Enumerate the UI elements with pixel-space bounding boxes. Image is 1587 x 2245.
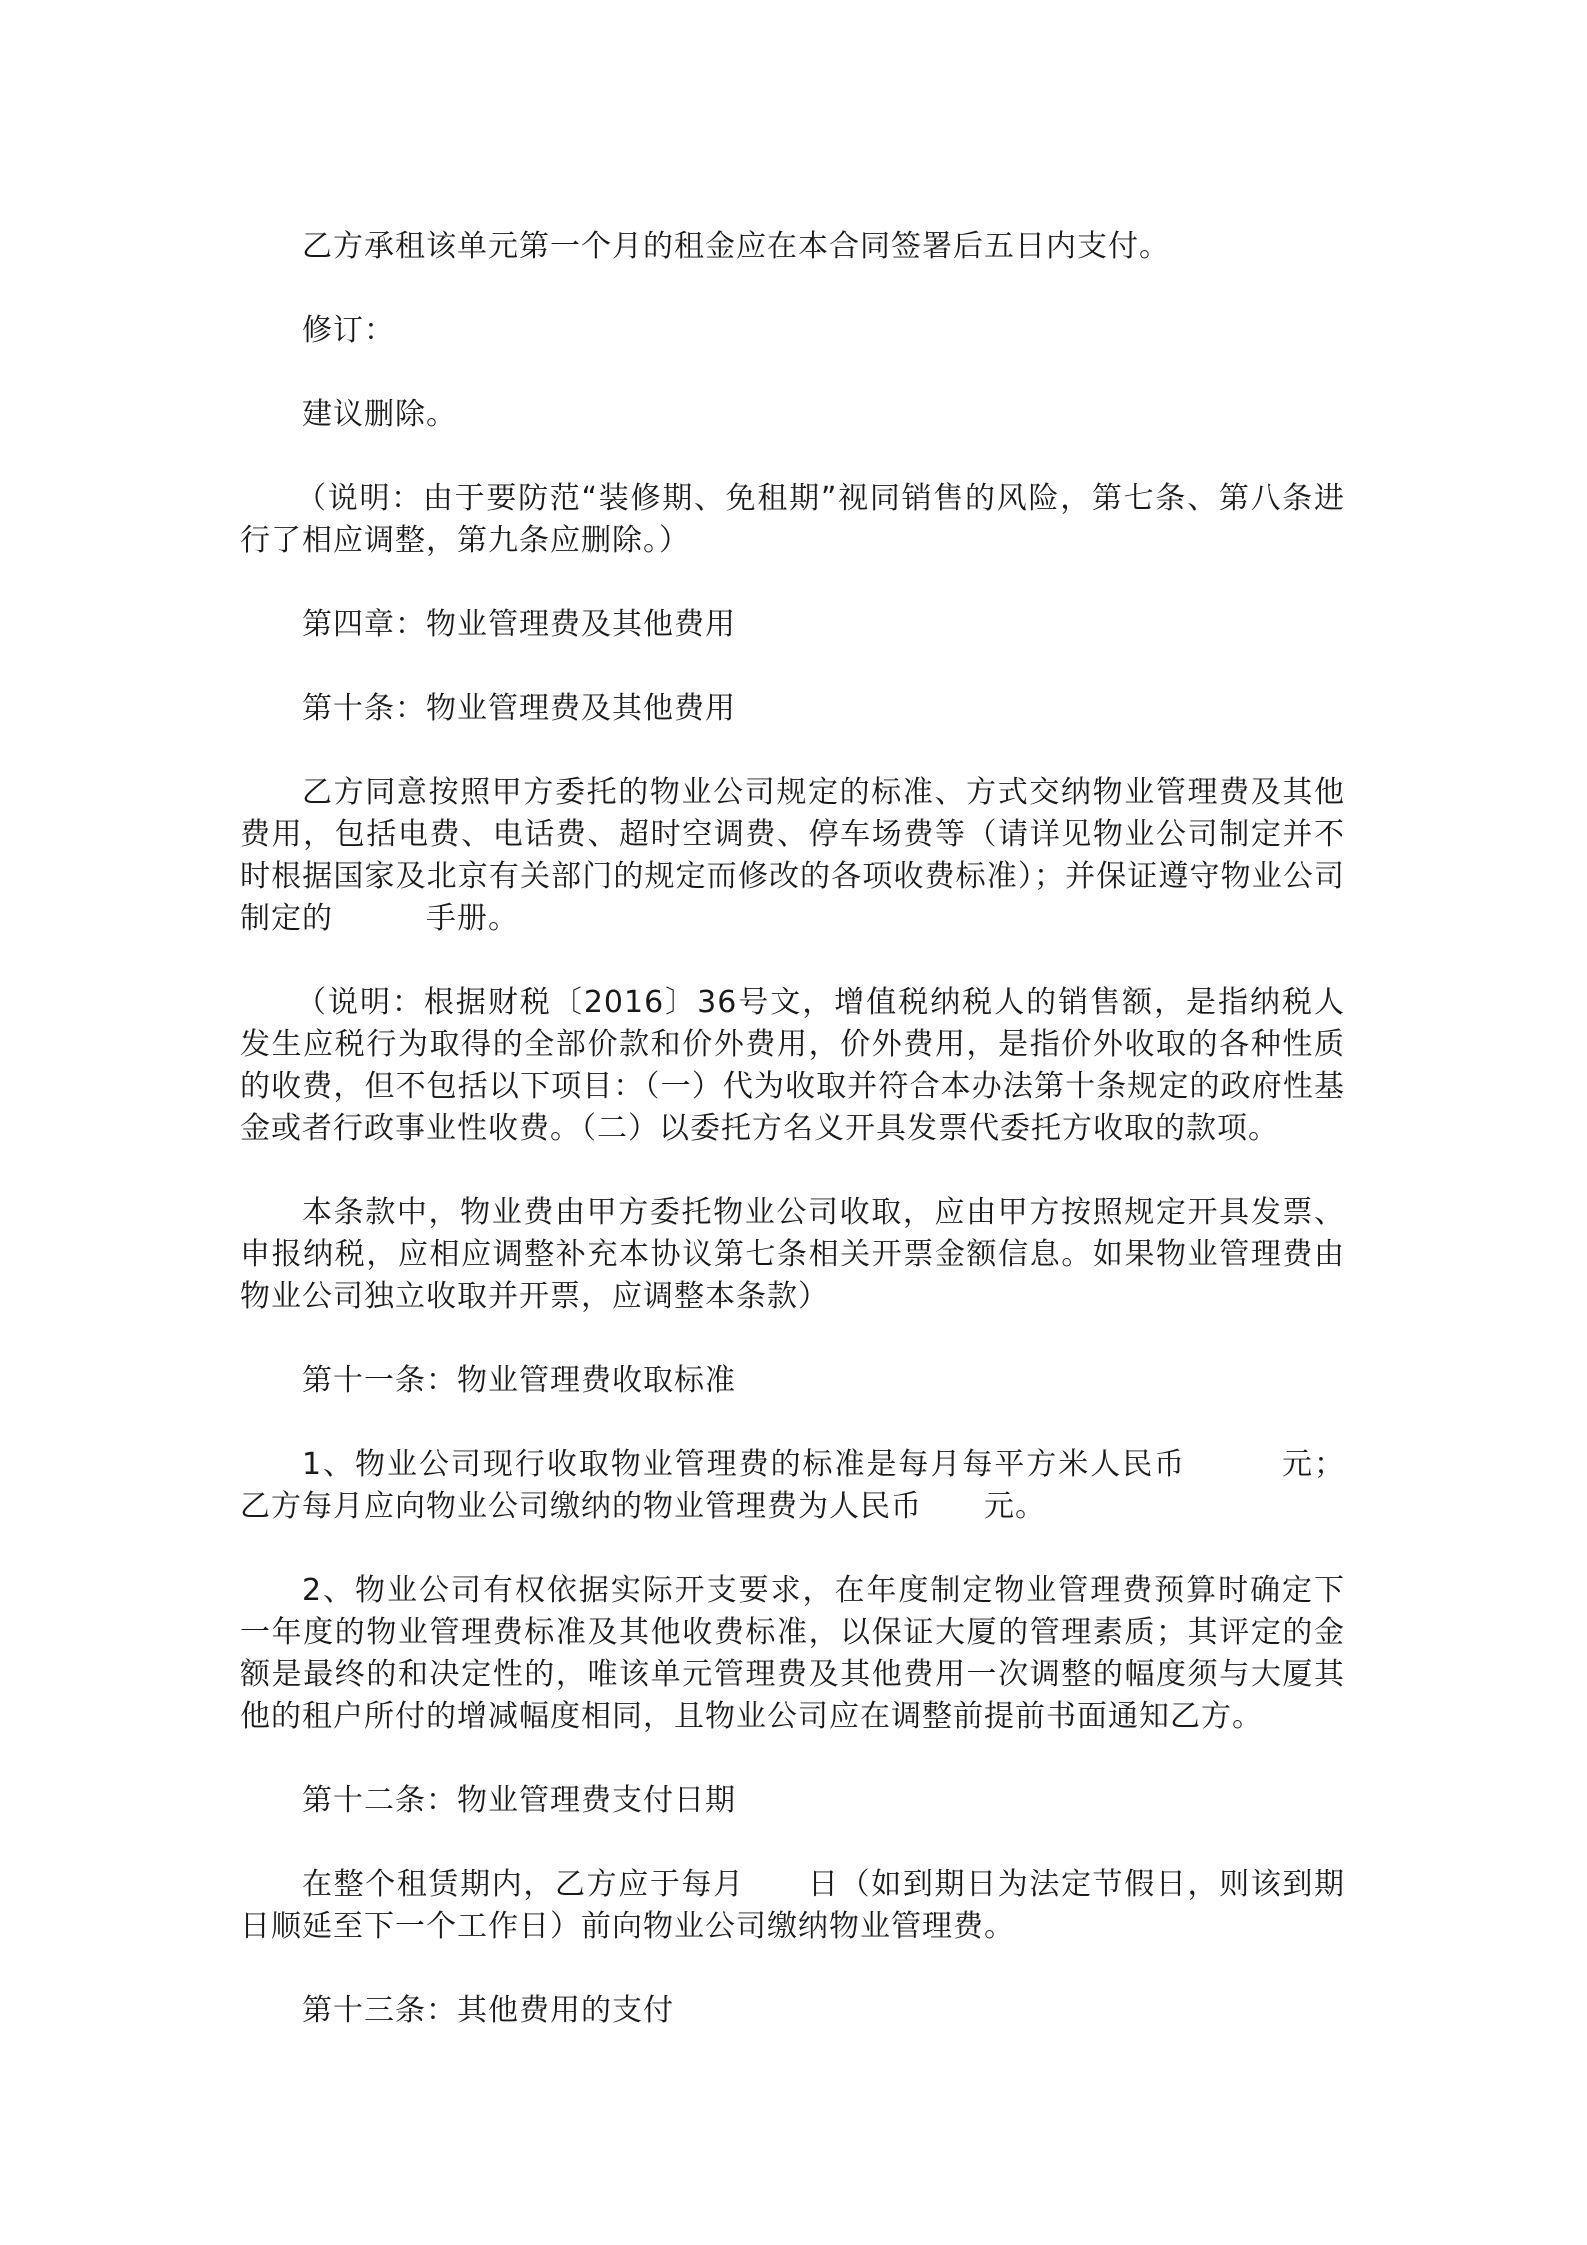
paragraph-revision-label: 修订： [302, 313, 395, 348]
article-heading-11: 第十一条：物业管理费收取标准 [302, 1363, 736, 1398]
paragraph-article-11-item-1: 1、物业公司现行收取物业管理费的标准是每月每平方米人民币 元；乙方每月应向物业公司缴纳的物业管理费为人民币 元。 [240, 1447, 1345, 1524]
paragraph-note-renovation: （说明：由于要防范“装修期、免租期”视同销售的风险，第七条、第八条进行了相应调整，第九条应删除。） [240, 481, 1345, 558]
paragraph-first-month-rent: 乙方承租该单元第一个月的租金应在本合同签署后五日内支付。 [302, 229, 1170, 264]
article-heading-13: 第十三条：其他费用的支付 [302, 1993, 674, 2028]
chapter-heading-4: 第四章：物业管理费及其他费用 [302, 607, 736, 642]
paragraph-article-12-body: 在整个租赁期内，乙方应于每月 日（如到期日为法定节假日，则该到期日顺延至下一个工作日）前向物业公司缴纳物业管理费。 [240, 1867, 1345, 1944]
article-heading-12: 第十二条：物业管理费支付日期 [302, 1783, 736, 1818]
article-heading-10: 第十条：物业管理费及其他费用 [302, 691, 736, 726]
paragraph-note-tax: （说明：根据财税〔2016〕36号文，增值税纳税人的销售额，是指纳税人发生应税行为取得的全部价款和价外费用，价外费用，是指价外收取的各种性质的收费，但不包括以下项目：（一）代为收取并符合本办法第十条规定的政府性基金或者行政事业性收费。（二）以委托方名义开具发票代委托方收取的款项。 [240, 985, 1345, 1146]
paragraph-suggest-delete: 建议删除。 [302, 397, 457, 432]
paragraph-article-11-item-2: 2、物业公司有权依据实际开支要求，在年度制定物业管理费预算时确定下一年度的物业管理费标准及其他收费标准，以保证大厦的管理素质；其评定的金额是最终的和决定性的，唯该单元管理费及其他费用一次调整的幅度须与大厦其他的租户所付的增减幅度相同，且物业公司应在调整前提前书面通知乙方。 [240, 1573, 1345, 1734]
paragraph-note-tax-cont: 本条款中，物业费由甲方委托物业公司收取，应由甲方按照规定开具发票、申报纳税，应相应调整补充本协议第七条相关开票金额信息。如果物业管理费由物业公司独立收取并开票，应调整本条款） [240, 1195, 1345, 1314]
document-body [240, 226, 1345, 2074]
paragraph-article-10-body: 乙方同意按照甲方委托的物业公司规定的标准、方式交纳物业管理费及其他费用，包括电费、电话费、超时空调费、停车场费等（请详见物业公司制定并不时根据国家及北京有关部门的规定而修改的各项收费标准）；并保证遵守物业公司制定的 手册。 [240, 775, 1345, 936]
